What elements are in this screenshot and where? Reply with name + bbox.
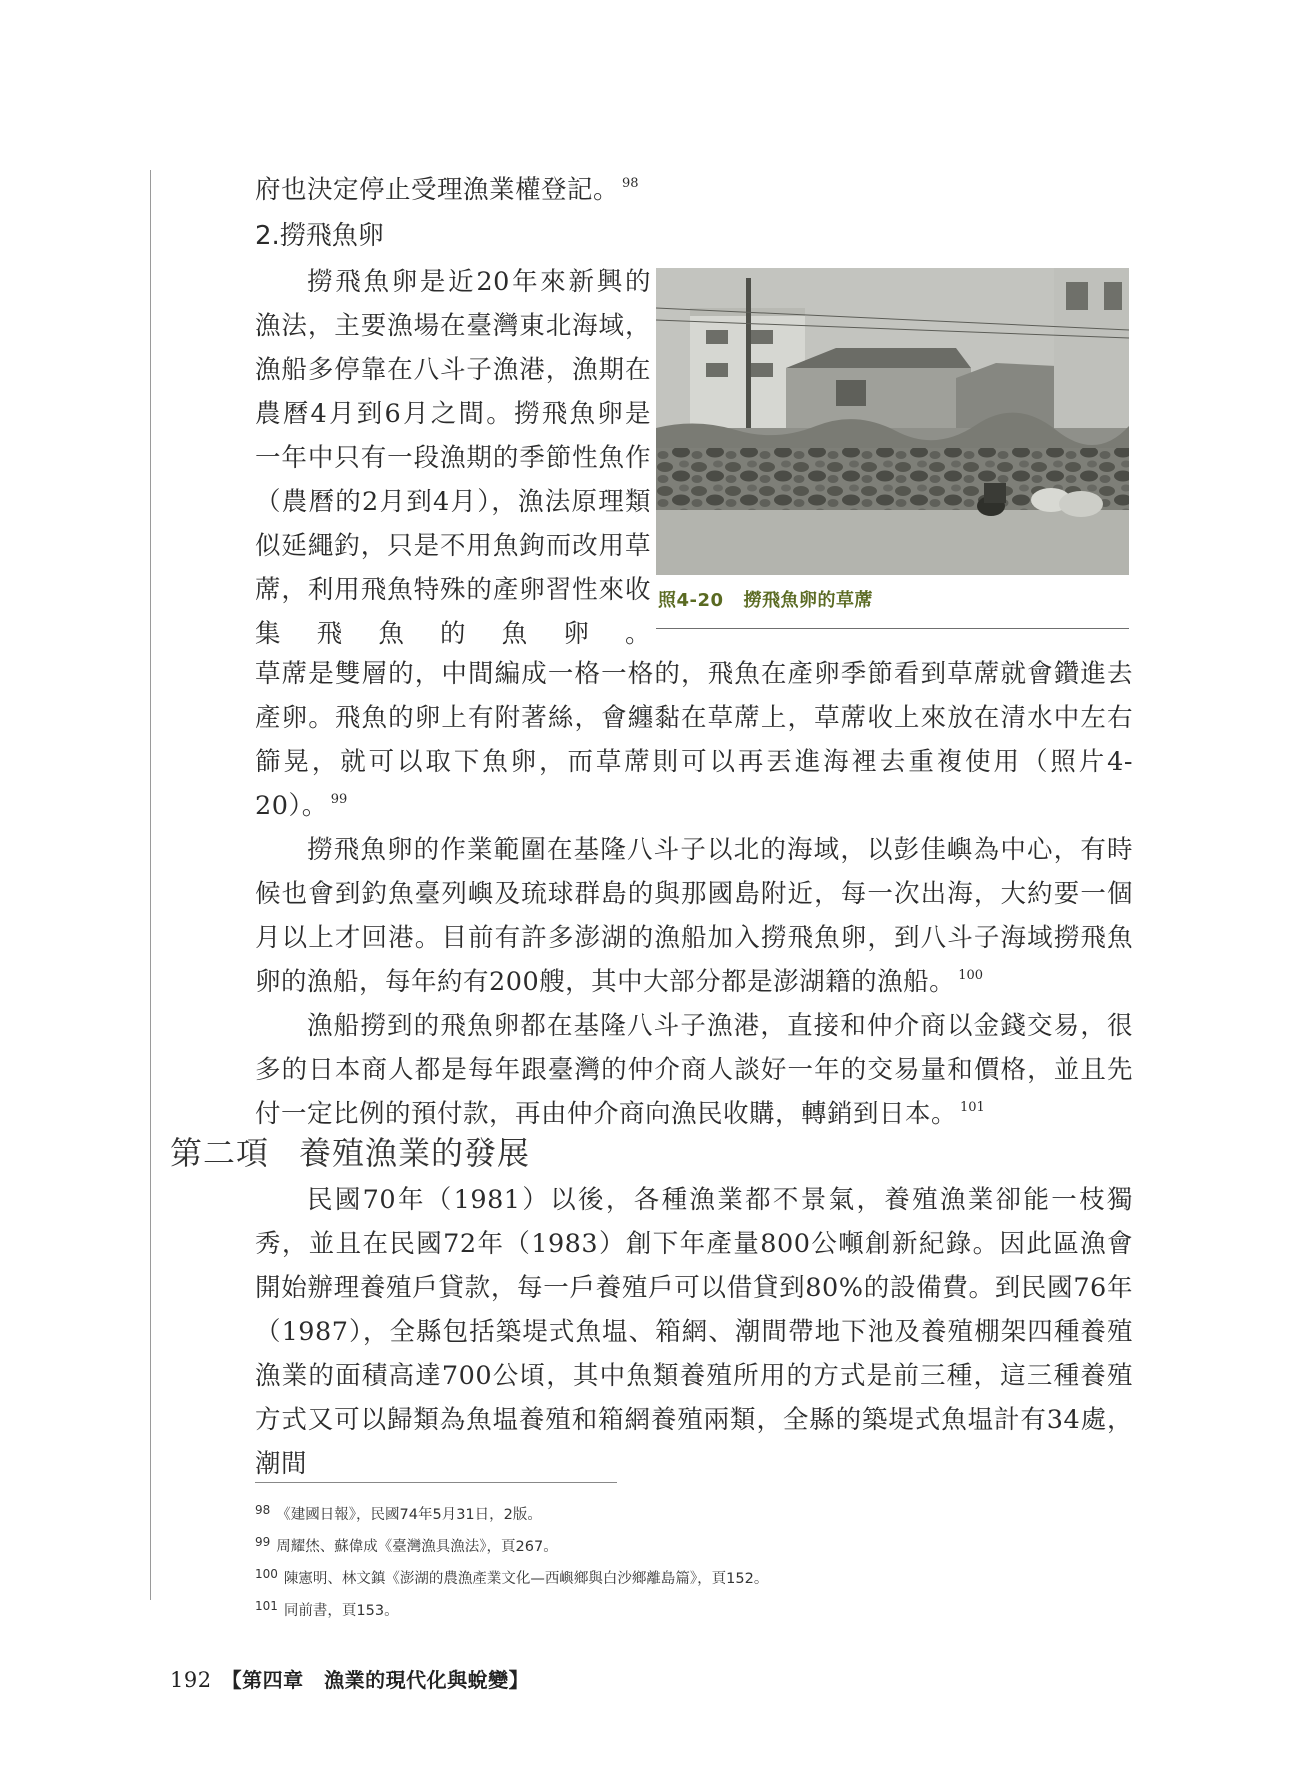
footnote-ref-100: 100 (958, 968, 984, 983)
paragraph-operating-area: 撈飛魚卵的作業範圍在基隆八斗子以北的海域，以彭佳嶼為中心，有時候也會到釣魚臺列嶼及琉球群島的與那國島附近，每一次出海，大約要一個月以上才回港。目前有許多澎湖的漁船加入撈飛魚卵，到八斗子海域撈飛魚卵的漁船，每年約有200艘，其中大部分都是澎湖籍的漁船。 $^{100}$ (255, 835, 1133, 997)
section-text-block (255, 1178, 1133, 1486)
footnote-ref-98: 98 (622, 176, 639, 191)
footnote-98: $^{98}$ 《建國日報》，民國74年5月31日，2版。 (255, 1503, 542, 1523)
section-title: 養殖漁業的發展 (299, 1134, 531, 1172)
photo-grass-mats (656, 268, 1129, 575)
photo-caption-number: 照4-20 (658, 590, 724, 611)
paragraph-mat-structure: 草蓆是雙層的，中間編成一格一格的，飛魚在產卵季節看到草蓆就會鑽進去產卵。飛魚的卵上有附著絲，會纏黏在草蓆上，草蓆收上來放在清水中左右篩晃，就可以取下魚卵，而草蓆則可以再丟進海裡去重複使用（照片4-20）。 $^{99}$ (255, 659, 1133, 821)
footnote-ref-99: 99 (330, 792, 348, 807)
continuation-line: 府也決定停止受理漁業權登記。 $^{98}$ (255, 175, 639, 205)
paragraph-trade: 漁船撈到的飛魚卵都在基隆八斗子漁港，直接和仲介商以金錢交易，很多的日本商人都是每年跟臺灣的仲介商人談好一年的交易量和價格，並且先付一定比例的預付款，再由仲介商向漁民收購，轉銷到日本。 $^{101}$ (255, 1011, 1133, 1129)
section-number: 第二項 (170, 1134, 270, 1172)
page-number: 192 (170, 1668, 212, 1692)
subheading: 2.撈飛魚卵 (255, 221, 384, 251)
photo-caption-title: 撈飛魚卵的草蓆 (743, 590, 874, 611)
paragraph-aquaculture: 民國70年（1981）以後，各種漁業都不景氣，養殖漁業卻能一枝獨秀，並且在民國72年（1983）創下年產量800公噸創新紀錄。因此區漁會開始辦理養殖戶貸款，每一戶養殖戶可以借貸到80%的設備費。到民國76年（1987），全縣包括築堤式魚塭、箱網、潮間帶地下池及養殖棚架四種養殖漁業的面積高達700公頃，其中魚類養殖所用的方式是前三種，這三種養殖方式又可以歸類為魚塭養殖和箱網養殖兩類，全縣的築堤式魚塭計有34處，潮間 (255, 1185, 1133, 1479)
photo-caption (658, 586, 873, 612)
running-footer (170, 1664, 529, 1693)
section-heading (170, 1128, 530, 1174)
main-text-block (255, 652, 1133, 1136)
footnote-99: $^{99}$ 周耀烋、蘇偉成《臺灣漁具漁法》，頁267。 (255, 1535, 558, 1555)
margin-rule (150, 170, 151, 1600)
footnote-rule (255, 1482, 617, 1483)
footnote-101: $^{101}$ 同前書，頁153。 (255, 1599, 399, 1619)
footnotes (255, 1497, 1135, 1625)
caption-rule (656, 628, 1129, 629)
footnote-100: $^{100}$ 陳憲明、林文鎮《澎湖的農漁產業文化—西嶼鄉與白沙鄉離島篇》，頁152。 (255, 1567, 769, 1587)
chapter-title: 【第四章 漁業的現代化與蛻變】 (221, 1668, 530, 1692)
footnote-ref-101: 101 (960, 1100, 985, 1115)
wrapped-paragraph (255, 260, 651, 656)
photo-illustration (656, 268, 1129, 575)
paragraph-flying-fish-roe: 撈飛魚卵是近20年來新興的漁法，主要漁場在臺灣東北海域，漁船多停靠在八斗子漁港，漁期在農曆4月到6月之間。撈飛魚卵是一年中只有一段漁期的季節性魚作（農曆的2月到4月），漁法原理類似延繩釣，只是不用魚鉤而改用草蓆，利用飛魚特殊的產卵習性來收集飛魚的魚卵。 (255, 267, 651, 649)
